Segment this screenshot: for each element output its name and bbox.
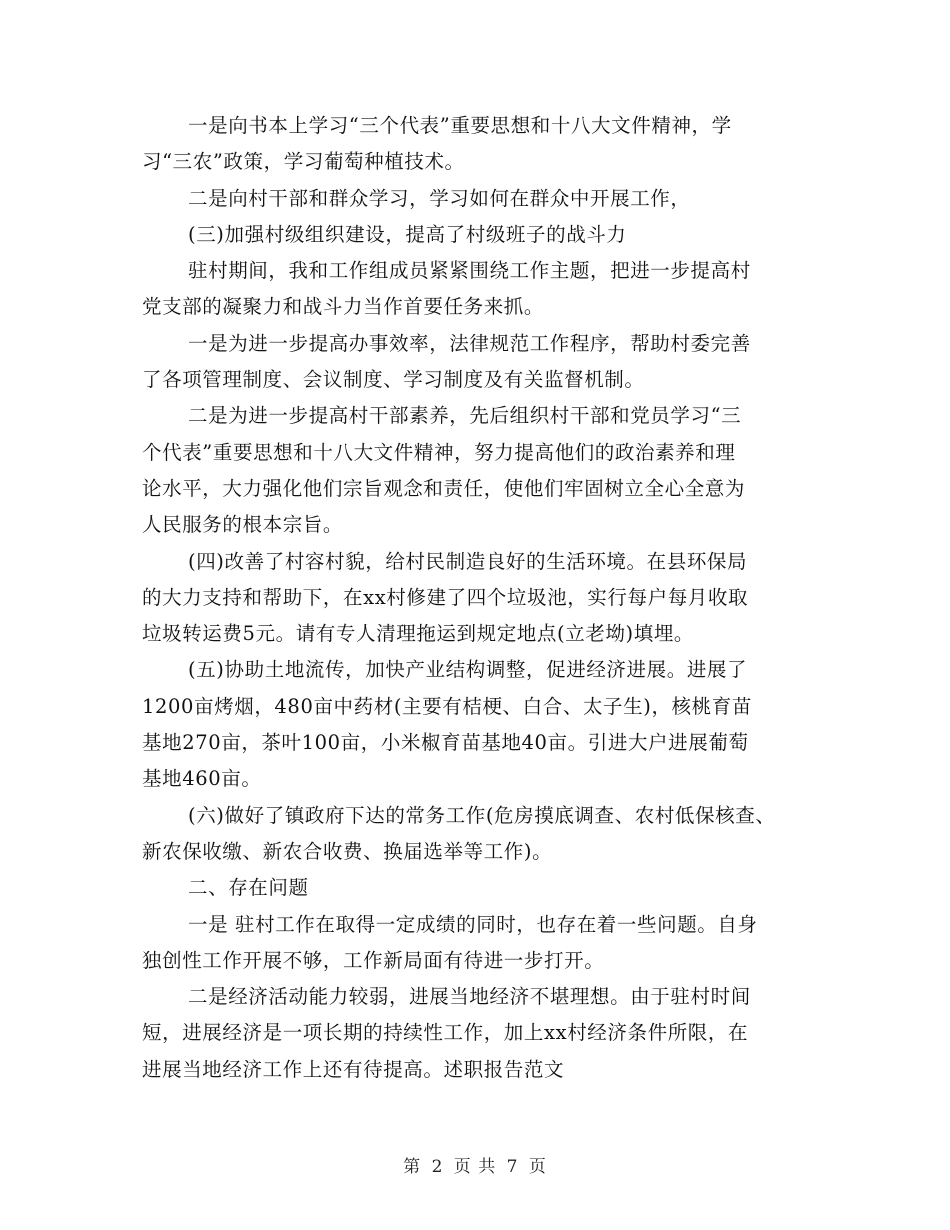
text-line: 二是经济活动能力较弱，进展当地经济不堪理想。由于驻村时间: [188, 985, 751, 1009]
current-page-number: 2: [431, 1157, 444, 1177]
document-body: [142, 108, 822, 1088]
text-line: 基地270亩，茶叶100亩，小米椒育苗基地40亩。引进大户进展葡萄: [142, 731, 749, 755]
section-heading: (五)协助土地流传，加快产业结构调整，促进经济进展。进展了: [188, 658, 748, 682]
text-line: 的大力支持和帮助下，在xx村修建了四个垃圾池，实行每户每月收取: [142, 585, 749, 609]
text-line: 独创性工作开展不够，工作新局面有待进一步打开。: [142, 948, 605, 972]
text-line: 驻村期间，我和工作组成员紧紧围绕工作主题，把进一步提高村: [188, 259, 751, 283]
text-line: 1200亩烤烟，480亩中药材(主要有桔梗、白合、太子生)，核桃育苗: [142, 694, 752, 718]
text-line: 习“三农”政策，学习葡萄种植技术。: [142, 150, 465, 174]
text-line: 一是向书本上学习“三个代表”重要思想和十八大文件精神，学: [188, 114, 732, 137]
text-line: 论水平，大力强化他们宗旨观念和责任，使他们牢固树立全心全意为: [142, 476, 746, 500]
page-footer: [0, 1152, 950, 1177]
text-line: 基地460亩。: [142, 767, 262, 791]
text-line: 进展当地经济工作上还有待提高。述职报告范文: [142, 1057, 565, 1081]
section-heading: 二、存在问题: [188, 876, 309, 900]
text-line: 一是 驻村工作在取得一定成绩的同时，也存在着一些问题。自身: [188, 912, 758, 936]
text-line: 短，进展经济是一项长期的持续性工作，加上xx村经济条件所限，在: [142, 1021, 749, 1045]
text-line: 二是向村干部和群众学习，学习如何在群众中开展工作，: [188, 186, 691, 210]
section-heading: (三)加强村级组织建设，提高了村级班子的战斗力: [188, 222, 627, 246]
text-line: 垃圾转运费5元。请有专人清理拖运到规定地点(立老坳)填埋。: [142, 622, 695, 646]
text-line: 二是为进一步提高村干部素养，先后组织村干部和党员学习“三: [188, 404, 742, 428]
text-line: 党支部的凝聚力和战斗力当作首要任务来抓。: [142, 295, 545, 319]
total-pages-number: 7: [506, 1157, 519, 1177]
text-line: 人民服务的根本宗旨。: [142, 513, 344, 537]
text-line: 了各项管理制度、会议制度、学习制度及有关监督机制。: [142, 368, 645, 392]
footer-middle: 页 共: [453, 1157, 497, 1177]
text-line: 一是为进一步提高办事效率，法律规范工作程序，帮助村委完善: [188, 331, 751, 355]
section-heading: (四)改善了村容村貌，给村民制造良好的生活环境。在县环保局: [188, 549, 748, 573]
section-heading: (六)做好了镇政府下达的常务工作(危房摸底调查、农村低保核查、: [188, 803, 776, 827]
text-line: 新农保收缴、新农合收费、换届选举等工作)。: [142, 839, 553, 863]
footer-prefix: 第: [403, 1157, 422, 1177]
text-line: 个代表”重要思想和十八大文件精神，努力提高他们的政治素养和理: [142, 440, 736, 464]
footer-suffix: 页: [528, 1157, 547, 1177]
